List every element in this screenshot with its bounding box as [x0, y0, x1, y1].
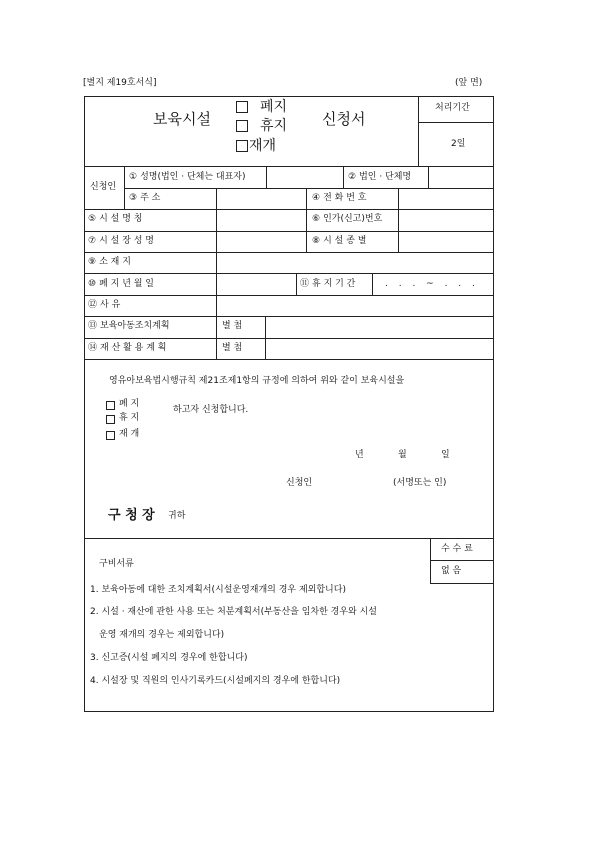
date-year: 년: [355, 450, 364, 460]
permit-no-label: ⑥ 인가(신고)번호: [312, 214, 383, 224]
phone-label: ④ 전 화 번 호: [312, 193, 367, 203]
statement-checkbox-resume[interactable]: [106, 431, 115, 440]
statement-line2: 하고자 신청합니다.: [173, 405, 249, 415]
facility-name-label: ⑤ 시 설 명 칭: [88, 214, 143, 224]
fee-label: 수 수 료: [441, 544, 473, 554]
document-item-3: 3. 신고증(시설 폐지의 경우에 한합니다): [90, 653, 248, 663]
applicant-bottom: [84, 209, 494, 210]
circle-11-icon: ⑪: [300, 279, 310, 289]
rows-5-7-value-left: [216, 209, 217, 252]
circle-1-icon: ①: [129, 172, 138, 182]
phone-value-left: [398, 188, 399, 209]
page-side: (앞 면): [455, 78, 483, 88]
title-option-closing: 폐지: [260, 99, 288, 115]
statement-line1: 영유아보육법시행규칙 제21조제1항의 규정에 의하여 위와 같이 보육시설을: [109, 376, 405, 386]
circle-2-icon: ②: [348, 172, 357, 182]
title-option-suspension: 휴지: [260, 118, 288, 134]
suspension-value-left: [372, 273, 373, 295]
processing-label: 처리기간: [435, 103, 470, 113]
title-divider: [418, 96, 419, 166]
row-line-2: [84, 252, 494, 253]
title-checkbox-resume[interactable]: [236, 140, 248, 152]
processing-value: 2일: [451, 139, 466, 149]
fee-row-line: [430, 560, 493, 561]
statement-option-suspension: 휴 지: [119, 413, 140, 423]
name-value-right: [343, 166, 344, 188]
document-item-1: 1. 보육아동에 대한 조치계획서(시설운영재개의 경우 제외합니다): [90, 585, 346, 595]
circle-6-icon: ⑥: [312, 214, 321, 224]
circle-14-icon: ⑭: [88, 343, 98, 353]
date-day: 일: [441, 450, 450, 460]
document-item-2: 2. 시설 · 재산에 관한 사용 또는 처분계획서(부동산을 임차한 경우와 시설: [90, 607, 378, 617]
director-label: ⑦ 시 설 장 성 명: [88, 236, 154, 246]
applicant-group-label: 신청인: [90, 182, 117, 192]
child-plan-value: 별 첨: [222, 321, 243, 331]
name-label: ① 성명(법인 · 단체는 대표자): [129, 172, 246, 182]
title-option-resume: 재개: [249, 138, 277, 154]
plans-value-left: [216, 316, 217, 359]
closing-value-left: [216, 273, 217, 295]
title-suffix: 신청서: [322, 110, 366, 128]
signer-label: 신청인: [286, 478, 313, 488]
row-line-6: [84, 338, 494, 339]
fee-bottom: [430, 583, 493, 584]
name-value-left: [266, 166, 267, 188]
location-value-left: [216, 252, 217, 273]
frame-bottom: [84, 711, 494, 712]
address-value-right: [306, 188, 307, 209]
child-plan-label: ⑬ 보육아동조치계획: [88, 321, 170, 331]
circle-4-icon: ④: [312, 193, 321, 203]
title-checkbox-suspension[interactable]: [236, 120, 248, 132]
form-number: [별지 제19호서식]: [83, 78, 157, 88]
circle-9-icon: ⑨: [88, 257, 97, 267]
reason-label: ⑫ 사 유: [88, 300, 121, 310]
document-item-2-cont: 운영 재개의 경우는 제외합니다): [99, 630, 225, 640]
facility-type-label: ⑧ 시 설 종 별: [312, 236, 367, 246]
circle-3-icon: ③: [129, 193, 138, 203]
frame-top: [84, 96, 494, 97]
row-line-3: [84, 273, 494, 274]
documents-top: [84, 538, 494, 539]
location-label: ⑨ 소 재 지: [88, 257, 131, 267]
suspension-input[interactable]: . . . ~ . . .: [385, 279, 479, 289]
row-line-1: [84, 231, 494, 232]
fee-value: 없 음: [441, 566, 462, 576]
reason-value-left: [216, 295, 217, 316]
statement-checkbox-closing[interactable]: [106, 401, 115, 410]
statement-option-closing: 폐 지: [119, 399, 140, 409]
org-label: ② 법인 · 단체명: [348, 172, 412, 182]
suspension-label: ⑪ 휴 지 기 간: [300, 279, 356, 289]
recipient: 구 청 장: [108, 508, 155, 523]
address-label: ③ 주 소: [129, 193, 161, 203]
row-line-7: [84, 359, 494, 360]
signature-label: (서명또는 인): [393, 478, 447, 488]
statement-option-resume: 재 개: [119, 429, 140, 439]
org-value-left: [428, 166, 429, 188]
document-item-4: 4. 시설장 및 직원의 인사기록카드(시설폐지의 경우에 한합니다): [90, 676, 341, 686]
circle-5-icon: ⑤: [88, 214, 97, 224]
circle-13-icon: ⑬: [88, 321, 98, 331]
applicant-row-line: [124, 188, 494, 189]
row-line-5: [84, 316, 494, 317]
date-month: 월: [398, 450, 407, 460]
address-value-left: [216, 188, 217, 209]
statement-checkbox-suspension[interactable]: [106, 415, 115, 424]
title-prefix: 보육시설: [153, 110, 211, 128]
suspension-label-left: [296, 273, 297, 295]
circle-12-icon: ⑫: [88, 300, 98, 310]
asset-plan-value: 별 첨: [222, 343, 243, 353]
title-checkbox-closing[interactable]: [236, 101, 248, 113]
circle-10-icon: ⑩: [88, 279, 97, 289]
title-bottom: [84, 166, 494, 167]
rows-5-7-value-right: [306, 209, 307, 252]
plans-value-right: [265, 316, 266, 359]
circle-7-icon: ⑦: [88, 236, 97, 246]
asset-plan-label: ⑭ 재 산 활 용 계 획: [88, 343, 167, 353]
recipient-suffix: 귀하: [168, 511, 186, 521]
processing-divider: [418, 122, 493, 123]
frame-left: [84, 96, 85, 712]
closing-date-label: ⑩ 폐 지 년 월 일: [88, 279, 154, 289]
documents-title: 구비서류: [99, 559, 134, 569]
circle-8-icon: ⑧: [312, 236, 321, 246]
row-line-4: [84, 295, 494, 296]
rows-6-8-value-left: [398, 209, 399, 252]
